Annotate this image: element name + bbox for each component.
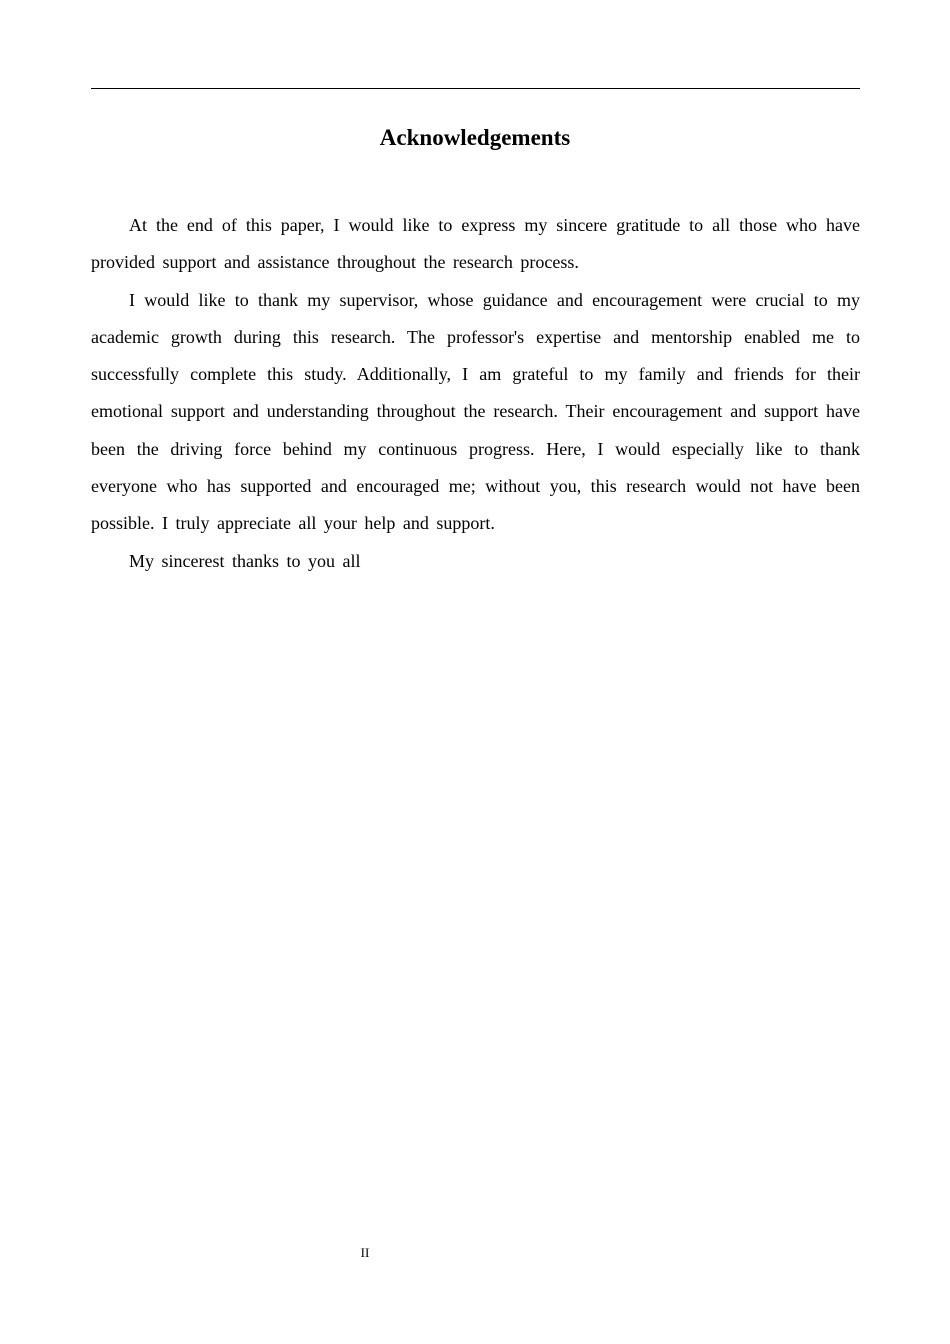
paragraph-closing: My sincerest thanks to you all <box>129 550 361 571</box>
page-title: Acknowledgements <box>379 125 571 150</box>
paragraph-intro: At the end of this paper, I would like to express my sincere gratitude to all those who have provided support and assistance throughout the research process. <box>91 215 860 273</box>
page-number: II <box>360 1245 370 1260</box>
acknowledgement-body <box>91 207 860 580</box>
paragraph-thanks: I would like to thank my supervisor, whose guidance and encouragement were crucial to my academic growth during this research. The professor's expertise and mentorship enabled me to successfully complete this study. Additionally, I am grateful to my family and friends for their emotional support and understanding throughout the research. Their encouragement and support have been the driving force behind my continuous progress. Here, I would especially like to thank everyone who has supported and encouraged me; without you, this research would not have been possible. I truly appreciate all your help and support. <box>91 289 860 534</box>
header-rule <box>91 88 860 89</box>
